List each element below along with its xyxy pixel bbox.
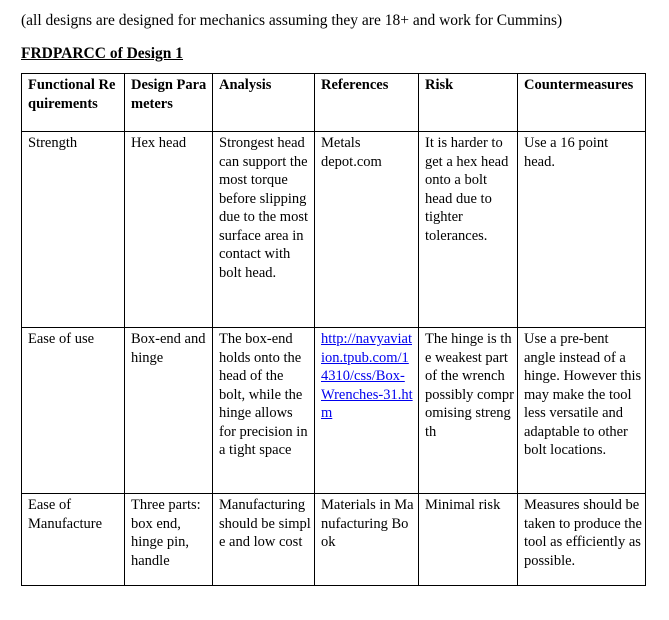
- header-functional-requirements: Functional Requirements: [22, 74, 125, 132]
- intro-note: (all designs are designed for mechanics assuming they are 18+ and work for Cummins): [21, 12, 563, 29]
- row1-analysis: Strongest head can support the most torque before slipping due to the most surface area in contact with bolt head.: [213, 132, 315, 328]
- header-risk: Risk: [419, 74, 518, 132]
- row2-reference: [315, 328, 419, 494]
- row1-risk: It is harder to get a hex head onto a bolt head due to tighter tolerances.: [419, 132, 518, 328]
- row1-countermeasure: Use a 16 point head.: [518, 132, 646, 328]
- row3-analysis: Manufacturing should be simple and low cost: [213, 494, 315, 586]
- row2-parameter: Box-end and hinge: [125, 328, 213, 494]
- row3-risk: Minimal risk: [419, 494, 518, 586]
- row2-risk: The hinge is the weakest part of the wrench possibly compromising strength: [419, 328, 518, 494]
- row1-parameter: Hex head: [125, 132, 213, 328]
- row3-parameter: Three parts: box end, hinge pin, handle: [125, 494, 213, 586]
- row3-reference: Materials in Manufacturing Book: [315, 494, 419, 586]
- section-heading: FRDPARCC of Design 1: [21, 45, 184, 62]
- row2-requirement: Ease of use: [22, 328, 125, 494]
- header-analysis: Analysis: [213, 74, 315, 132]
- row1-requirement: Strength: [22, 132, 125, 328]
- table-row: [22, 494, 646, 586]
- table-row: [22, 328, 646, 494]
- row3-countermeasure: Measures should be taken to produce the tool as efficiently as possible.: [518, 494, 646, 586]
- table-row: [22, 132, 646, 328]
- header-design-parameters: Design Parameters: [125, 74, 213, 132]
- row2-analysis: The box-end holds onto the head of the bolt, while the hinge allows for precision in a tight space: [213, 328, 315, 494]
- header-countermeasures: Countermeasures: [518, 74, 646, 132]
- row3-requirement: Ease of Manufacture: [22, 494, 125, 586]
- row1-reference: Metals depot.com: [315, 132, 419, 328]
- row2-countermeasure: Use a pre-bent angle instead of a hinge. However this may make the tool less versatile and adaptable to other bolt locations.: [518, 328, 646, 494]
- reference-link[interactable]: http://navyaviation.tpub.com/14310/css/Box-Wrenches-31.htm: [321, 331, 413, 421]
- table-header-row: [22, 74, 646, 132]
- header-references: References: [315, 74, 419, 132]
- frdparcc-table: [21, 73, 646, 586]
